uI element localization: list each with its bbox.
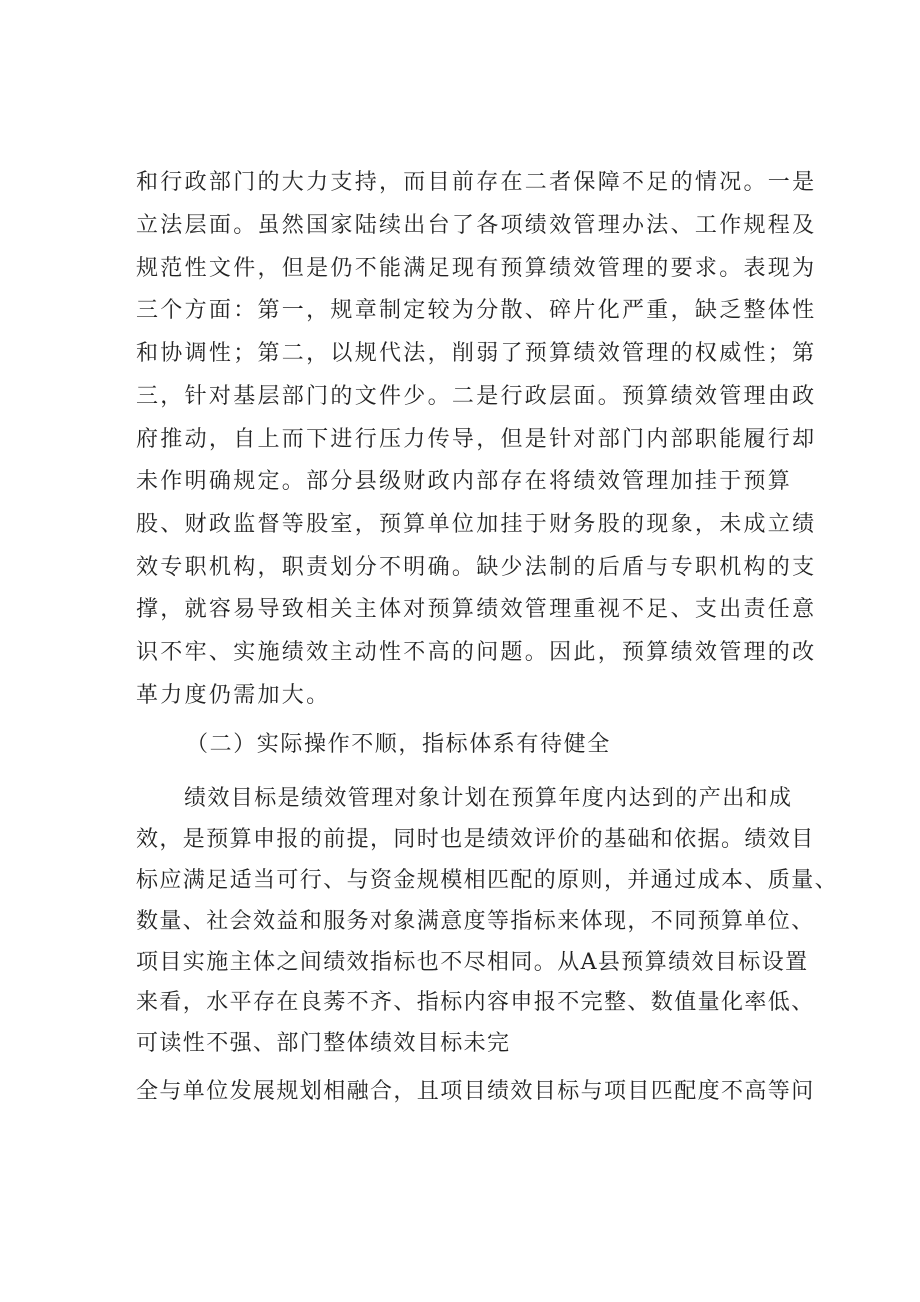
text-line: 和行政部门的大力支持，而目前存在二者保障不足的情况。一是 [136, 170, 817, 195]
text-line: 革力度仍需加大。 [136, 683, 331, 708]
text-line: 绩效目标是绩效管理对象计划在预算年度内达到的产出和成 [184, 786, 793, 811]
text-line: 规范性文件，但是仍不能满足现有预算绩效管理的要求。表现为 [136, 256, 817, 281]
text-line: 股、财政监督等股室，预算单位加挂于财务股的现象，未成立绩 [136, 512, 817, 537]
section-heading: （二）实际操作不顺，指标体系有待健全 [186, 732, 611, 757]
text-line: 三个方面：第一，规章制定较为分散、碎片化严重，缺乏整体性 [136, 298, 817, 323]
text-line: 项目实施主体之间绩效指标也不尽相同。从A县预算绩效目标设置 [136, 950, 809, 975]
text-line: 未作明确规定。部分县级财政内部存在将绩效管理加挂于预算 [136, 469, 793, 494]
text-line: 效专职机构，职责划分不明确。缺少法制的后盾与专职机构的支 [136, 555, 817, 580]
text-line: 和协调性；第二，以规代法，削弱了预算绩效管理的权威性；第 [136, 341, 817, 366]
text-line: 三，针对基层部门的文件少。二是行政层面。预算绩效管理由政 [136, 384, 817, 409]
text-line: 立法层面。虽然国家陆续出台了各项绩效管理办法、工作规程及 [136, 213, 817, 238]
text-line: 府推动，自上而下进行压力传导，但是针对部门内部职能履行却 [136, 427, 817, 452]
text-line: 数量、社会效益和服务对象满意度等指标来体现，不同预算单位、 [136, 909, 815, 934]
text-line: 标应满足适当可行、与资金规模相匹配的原则，并通过成本、质量、 [136, 868, 839, 893]
text-line: 识不牢、实施绩效主动性不高的问题。因此，预算绩效管理的改 [136, 640, 817, 665]
text-line: 效，是预算申报的前提，同时也是绩效评价的基础和依据。绩效目 [136, 827, 815, 852]
text-line: 可读性不强、部门整体绩效目标未完 [136, 1031, 511, 1056]
text-line: 撑，就容易导致相关主体对预算绩效管理重视不足、支出责任意 [136, 597, 817, 622]
text-line: 来看，水平存在良莠不齐、指标内容申报不完整、数值量化率低、 [136, 990, 815, 1015]
text-line: 全与单位发展规划相融合，且项目绩效目标与项目匹配度不高等问 [136, 1079, 815, 1104]
